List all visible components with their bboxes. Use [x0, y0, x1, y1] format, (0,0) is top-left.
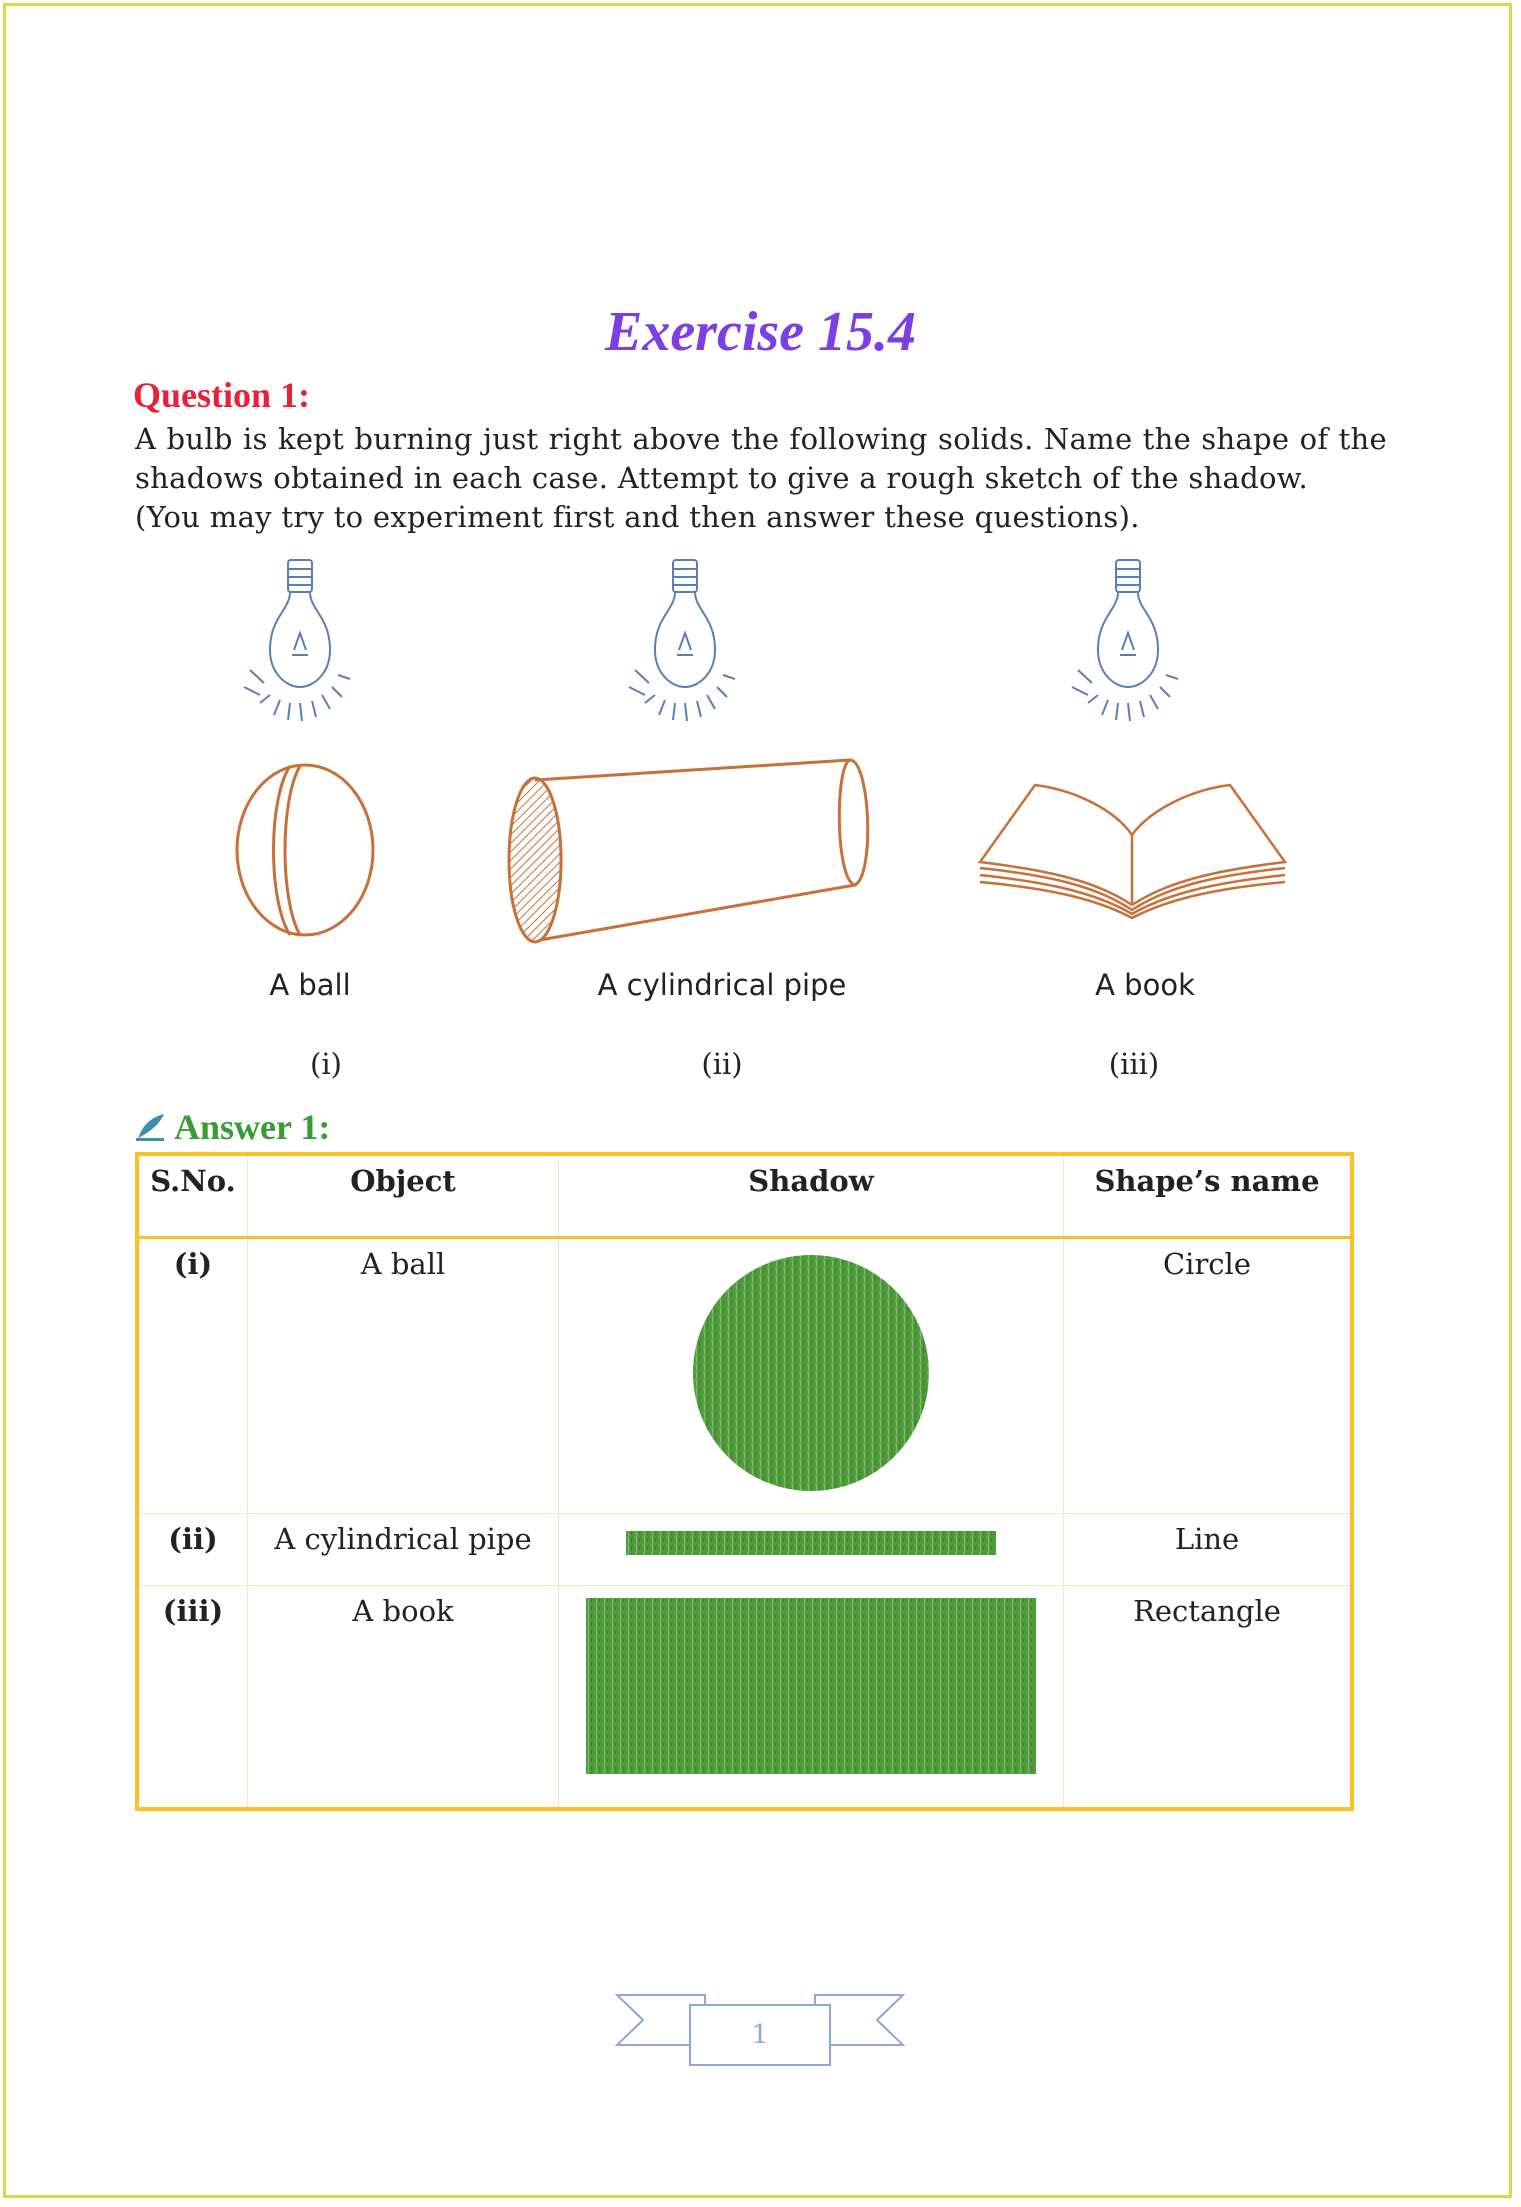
row-object: A cylindrical pipe	[248, 1514, 559, 1586]
row-shape: Circle	[1064, 1238, 1353, 1514]
figure-numeral-i: (i)	[310, 1047, 342, 1081]
figure-label-pipe: A cylindrical pipe	[597, 968, 847, 1002]
table-header-row	[137, 1154, 1352, 1238]
bulb-icon	[1058, 555, 1198, 745]
shadow-cell	[559, 1514, 1064, 1586]
bulb-icon	[230, 555, 370, 745]
figure-numeral-ii: (ii)	[701, 1047, 743, 1081]
bulb-icon	[615, 555, 755, 745]
table-row	[137, 1238, 1352, 1514]
answer-label: Answer 1:	[174, 1107, 331, 1147]
answer-title	[134, 1106, 330, 1148]
book-sketch	[975, 780, 1290, 920]
shadow-cell	[559, 1586, 1064, 1810]
answer-table	[135, 1152, 1354, 1811]
figure-numeral-iii: (iii)	[1108, 1047, 1160, 1081]
row-shape: Line	[1064, 1514, 1353, 1586]
header-sno: S.No.	[137, 1154, 248, 1238]
cylindrical-pipe-sketch	[505, 755, 875, 950]
header-shape-name: Shape’s name	[1064, 1154, 1353, 1238]
row-sno: (iii)	[137, 1586, 248, 1810]
figure-label-ball: A ball	[269, 968, 351, 1002]
circle-shadow	[686, 1251, 936, 1501]
question-title: Question 1:	[133, 375, 311, 415]
line-shadow	[626, 1528, 996, 1558]
table-row	[137, 1514, 1352, 1586]
question-line-1: A bulb is kept burning just right above the following solids. Name the shape of the shadows obtained in each case. Attempt to give a rough sketch of the shadow.	[135, 422, 1387, 495]
row-sno: (ii)	[137, 1514, 248, 1586]
row-shape: Rectangle	[1064, 1586, 1353, 1810]
quill-icon	[134, 1111, 168, 1143]
row-object: A book	[248, 1586, 559, 1810]
header-object: Object	[248, 1154, 559, 1238]
exercise-title: Exercise 15.4	[604, 301, 917, 363]
rectangle-shadow	[586, 1596, 1036, 1776]
question-line-2: (You may try to experiment first and then answer these questions).	[135, 500, 1140, 534]
page-number: 1	[751, 2020, 769, 2050]
row-object: A ball	[248, 1238, 559, 1514]
ball-sketch	[230, 760, 380, 940]
table-row	[137, 1586, 1352, 1810]
row-sno: (i)	[137, 1238, 248, 1514]
shadow-cell	[559, 1238, 1064, 1514]
header-shadow: Shadow	[559, 1154, 1064, 1238]
question-text	[135, 420, 1387, 537]
page-number-ribbon	[615, 1990, 905, 2070]
figure-label-book: A book	[1095, 968, 1195, 1002]
